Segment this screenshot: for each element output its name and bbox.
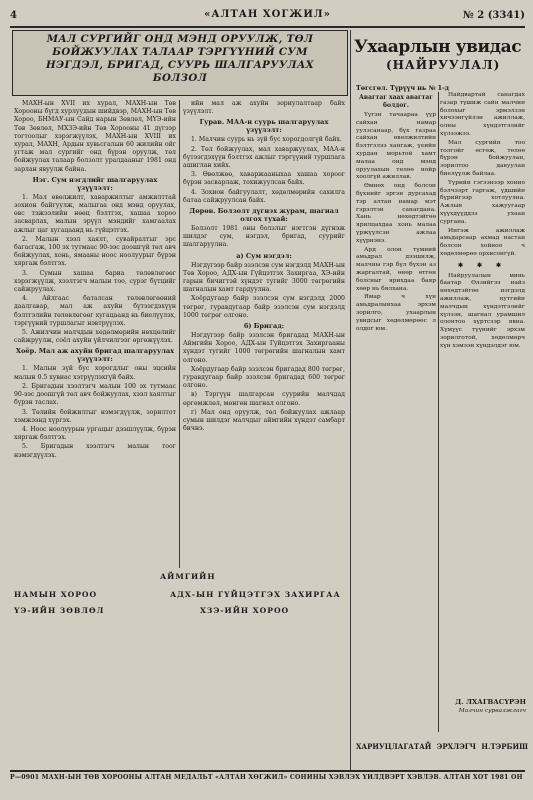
paragraph: Үүрийн гэгээнээр хонио бэлчээрт гаргаж, үдшийн бүрийгээр хотлуулна. Ажлын хажуугаар хүүхдүүддээ ухаан сургана.: [440, 179, 525, 225]
column-divider: [179, 100, 180, 568]
signature-executive: АДХ-ЫН ГҮЙЦЭТГЭХ ЗАХИРГАА: [170, 590, 341, 599]
paragraph: г) Мал онд оруулж, төл бойжуулах ажлаар сумын шилдэг малчдыг аймгийн хүндэт самбарт бичнэ.: [183, 408, 345, 433]
paragraph: Хоёрдугаар байр эзэлсэн сум нэгдэлд 2000 төгрөг, гуравдугаар байр эзэлсэн сум нэгдэлд 1000 төгрөг олгоно.: [183, 295, 345, 319]
header-rule: [10, 26, 525, 28]
right-article-subtitle: (НАЙРУУЛАЛ): [386, 58, 501, 72]
editor-line: [356, 742, 528, 751]
paragraph: Өмнөх онд болсон бүхнийг эргэн дурсахад тэр алтан намар мэт гэрэлтэн санагдана. Хань нөхөдтэйгөө ярилцахдаа хонь малаа үржүүлсэн ажлаа хүүрнэнэ.: [356, 183, 436, 244]
headline-line: НЭГДЭЛ, БРИГАД, СУУРЬ ШАЛГАРУУЛАХ: [46, 59, 314, 71]
paragraph: 2. Малын хээл хаялт, сувайралтыг эрс багасгаж, 100 эх тутмаас 90-ээс доошгүй төл авч бойжуулах, хонь, ямааны ноос ноолуурыг бүрэн хяргаж бэлтгэх.: [14, 235, 176, 268]
article-divider: [350, 30, 351, 770]
issue-number: № 2 (3341): [462, 10, 525, 21]
signature-party-committee: НАМЫН ХОРОО: [14, 590, 98, 599]
section-heading: Хоёр. Мал аж ахуйн бригад шалгаруулах үзүүлэлт:: [15, 347, 175, 364]
author-note: Малчин сурвалжлагч: [458, 708, 526, 714]
right-article-column-1: [356, 92, 436, 742]
paragraph: Ард олон түмний амьдрал дээшилж, малчны гэр бүл бүхэн аз жаргалтай, өнөр өтгөн болсныг ярихдаа баяр хөөр нь бялхана.: [356, 246, 436, 292]
imprint-footer: Р—0901 МАХН-ЫН ТӨВ ХОРООНЫ АЛТАН МЕДАЛЬТ «АЛТАН ХӨГЖИЛ» СОНИНЫ ХЭВЛЭХ ҮЙЛДВЭРТ ХЭВЛЭВ. АЛТАН ХОТ 1981 ОН: [10, 774, 523, 781]
paragraph: 1. Мал өвөлжилт, хаваржилтыг амжилттай зохион байгуулж, малыгаа онд мэнд оруулах, өвс тэжээлийн нөөц бэлтгэх, хашаа хороо засварлах, малын эрүүл мэндийг хамгаалах ажлыг цаг хугацаанд нь гүйцэтгэх.: [14, 193, 176, 234]
footer-rule: [10, 770, 525, 772]
headline-line: БОЙЖУУЛАХ ТАЛААР ТЭРГҮҮНИЙ СУМ: [52, 46, 308, 58]
right-article-title: Ухаарлын увидас: [354, 37, 522, 57]
signature-trade-union: ҮЭ-ИЙН ЗӨВЛӨЛ: [14, 606, 105, 615]
section-heading: б) Бригад:: [243, 322, 285, 331]
newspaper-name: «АЛТАН ХОГЖИЛ»: [204, 9, 331, 20]
paragraph: 3. Өвөлжөө, хаваржааныхаа хашаа хороог бүрэн засварлаж, тохижуулсан байх.: [183, 171, 345, 187]
section-break: ✱ ✱ ✱: [458, 261, 507, 269]
section-heading: Авагтаг хаах авагтаг болдог.: [359, 94, 433, 109]
paragraph: Нэгдүгээр байр эзэлсэн сум нэгдэлд МАХН-ын Төв Хороо, АДХ-ын Гүйцэтгэх Захиргаа, ХЭ-ийн гарын бичигтэй хүндэт тугийг 3000 төгрөгийн шагналын хамт гардуулна.: [183, 261, 345, 294]
editor-name: Н.ТЭРБИШ: [481, 742, 528, 751]
paragraph: Үүгэн тачаараа үүр сайхан намар уулзсанаар, бүх газраа сайхан өвөлжилтийн бэлтгэлээ хангаж, үеийн хурдан морьтой хамт малаа онд мэнд оруулахын төлөө нойр хоолгүй ажиллав.: [356, 112, 436, 181]
paragraph: Найруулалын минь баатар Өлзийгээ найз нөхөдтэйгөө нэгдэлд ажиллаж, нутгийн малчдын хүндэтгэлийг хүлээн, шагнал урамшил олонтоо хүртсээр явна. Хүмүүс түүнийг эрхэм зорилготой, хөдөлмөрч хүн хэмээн хүндэлдэг юм.: [440, 272, 525, 349]
paragraph: 4. Зохион байгуулалт, хөдөлмөрийн сахилга батаа сайжруулсан байх.: [183, 188, 345, 204]
left-article-column-1: [14, 100, 176, 566]
left-headline: [12, 30, 348, 96]
paragraph: 3. Төлийн бойжилтыг нэмэгдүүлж, зорилтот хэмжээнд хүргэх.: [14, 408, 176, 424]
signature-youth-committee: ХЗЭ-ИЙН ХОРОО: [200, 606, 290, 615]
paragraph: Хоёрдугаар байр эзэлсэн бригадад 800 төгрөг, гуравдугаар байр эзэлсэн бригадад 600 төгрөг олгоно.: [183, 365, 345, 390]
paragraph: Мал сургийн тоо толгойг өсгөж, төлөө бүрэн бойжуулан, зорилтоо давуулан биелүүлж байлаа.: [440, 139, 525, 177]
paragraph: 2. Төл бойжуулах, мал хаваржуулах, МАА-н бүтээгдэхүүн бэлтгэх ажлыг тэргүүний туршлага ашиглан хийх.: [183, 145, 345, 170]
section-heading: а) Сум нэгдэл:: [236, 251, 292, 260]
paragraph: 1. Малын зүй бус хорогдлыг оны эцсийн малын 0.5 хувиас хэтрүүлэхгүй байх.: [14, 365, 176, 381]
continuation-note: Төгсгөл. Түрүүч нь № 1-д: [356, 84, 449, 92]
paragraph: 3. Сумын хашаа бариа төлөвлөгөөг хэрэгжүүлж, хээлтэгч малын тоо, сүрэг бүтцийг сайжруулах.: [14, 269, 176, 294]
paragraph: ийн мал аж ахуйн зориулалтаар байх үзүүлэлт.: [183, 100, 345, 116]
page-number: 4: [10, 10, 17, 21]
editor-label: ХАРИУЦЛАГАТАЙ: [356, 742, 432, 751]
paragraph: 5. Бригадын хээлтэгч малын тоог нэмэгдүүлэх.: [14, 443, 176, 459]
paragraph: 2. Бригадын хээлтэгч малын 100 эх тутмаас 90-ээс доошгүй төл авч бойжуулах, хээл хаялтыг бүрэн таслах.: [14, 382, 176, 407]
paragraph: в) Тэргүүн шалгарсан суурийн малчдад өргөмжлөл, мөнгөн шагнал олгоно.: [183, 391, 345, 407]
paragraph: 5. Ажилчин малчдын хөдөлмөрийн нөхцөлийг сайжруулж, соёл ахуйн үйлчилгээг өргөжүүлэх.: [14, 329, 176, 345]
section-heading: Гурав. МАА-н суурь шалгаруулах үзүүлэлт:: [199, 118, 329, 135]
left-article-column-2: [183, 100, 345, 566]
paragraph: Нэгдүгээр байр эзэлсэн бригадад МАХН-ын Аймгийн Хороо, АДХ-ын Гүйцэтгэх Захиргааны хүндэт тугийг 1000 төгрөгийн шагналын хамт олгоно.: [183, 332, 345, 364]
editor-role: ЭРХЛЭГЧ: [436, 742, 477, 751]
paragraph: Найдвартай санагдах газар түшиж сайн малчин болохыг эрмэлзэн хичээнгүйлэн ажиллаж, олны хүндэтгэлийг хүлээжээ.: [440, 92, 525, 137]
page-header: [10, 8, 525, 26]
paragraph: Ямар ч хүн амьдралынхаа эрхэм зорилго, ухаарлын увидсыг хөдөлмөрөөс л олдог юм.: [356, 294, 436, 332]
paragraph: 4. Айлгаас баталсан төлөвлөгөөний даалгавар, мал аж ахуйн бүтээгдэхүүн бэлтгэлийн төлөвлөгөөг хугацаанд нь биелүүлэх, тэргүүний туршлагыг нэвтрүүлэх.: [14, 295, 176, 327]
section-heading: Нэг. Сум нэгдлийг шалгаруулах үзүүлэлт:: [32, 175, 158, 192]
paragraph: 1. Малчин суурь нь зүй бус хорогдолгүй байх.: [191, 136, 342, 144]
headline-line: МАЛ СУРГИЙГ ОНД МЭНД ОРУУЛЖ, ТӨЛ: [46, 33, 314, 45]
paragraph: Ингэж ажиллаж амьдарсаар ахмад настан болсон хойноо ч хөдөлмөрөө орхисонгүй.: [440, 227, 525, 257]
right-article-column-2: [440, 92, 525, 692]
paragraph: 4. Ноос ноолуурын ургацыг дээшлүүлж, бүрэн хяргаж бэлтгэх.: [14, 425, 176, 442]
column-divider: [438, 92, 439, 732]
author-name: Д. ЛХАГВАСҮРЭН: [455, 698, 526, 706]
section-heading: Дөрөв. Болзолт дүгнэх журам, шагнал олгох тухай:: [189, 207, 339, 224]
headline-line: БОЛЗОЛ: [152, 72, 208, 84]
paragraph: Болзолт 1981 оны болзлыг нэгтгэн дүгнэж шилдэг сум, нэгдэл, бригад, суурийг шалгаруулна.: [183, 225, 345, 249]
signature-org: АЙМГИЙН: [160, 572, 216, 581]
paragraph: МАХН-ын XVII их хурал, МАХН-ын Төв Хорооны бүгд хурлуудын шийдвэр, МАХН-ын Төв Хороо, БНМАУ-ын Сайд нарын Зөвлөл, МҮЭ-ийн Төв Зөвлөл, МХЗЭ-ийн Төв Хорооны 41 дүгээр тогтоолыг хэрэгжүүлэх, МАХН-ын XVIII их хурал, МАХН, Ардын хувьсгалын 60 жилийн ойг угтаж мал сургийг онд бүрэн оруулж, төл бойжуулах талаар болзолт уралдааныг 1981 онд зарлан явуулж байна.: [14, 100, 176, 173]
